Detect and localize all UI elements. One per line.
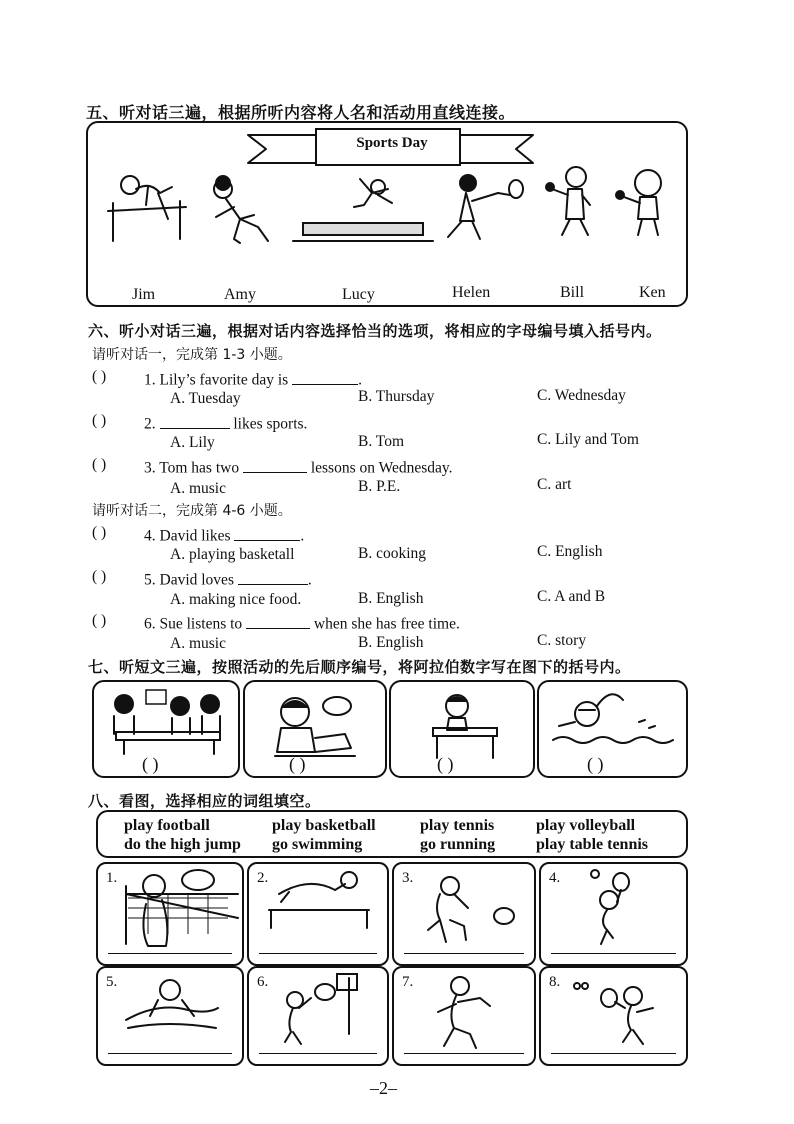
page-number: –2–: [370, 1078, 397, 1098]
q6-stem: 6. Sue listens to when she has free time.: [144, 612, 460, 634]
picture-number-6: 6.: [257, 974, 269, 990]
answer-line-8[interactable]: [551, 1053, 676, 1054]
q2-blank[interactable]: [160, 412, 230, 429]
answer-line-6[interactable]: [259, 1053, 377, 1054]
dialogue2-instruction: 请听对话二，完成第 4-6 小题。: [92, 503, 292, 519]
activity-picture-1: [92, 680, 240, 778]
answer-line-1[interactable]: [108, 953, 232, 954]
activity-picture-3: [389, 680, 535, 778]
order-paren-2[interactable]: ( ): [289, 754, 306, 774]
family-dinner-icon: [94, 682, 238, 776]
doing-homework-icon: [245, 682, 385, 776]
q4-stem: 4. David likes .: [144, 524, 304, 546]
phrase-bank: [96, 810, 688, 858]
q3-option-c[interactable]: C. art: [537, 476, 572, 493]
q4-option-c[interactable]: C. English: [537, 543, 603, 560]
q3-blank[interactable]: [243, 456, 307, 473]
banner-right-ribbon: [458, 135, 533, 163]
ping-pong-figure-icon: [615, 170, 661, 235]
name-helen: Helen: [452, 284, 491, 301]
picture-cell-3: [392, 862, 536, 966]
q3-option-a[interactable]: A. music: [170, 480, 226, 497]
section6-heading: 六、听小对话三遍，根据对话内容选择恰当的选项，将相应的字母编号填入括号内。: [88, 322, 662, 340]
answer-line-7[interactable]: [404, 1053, 524, 1054]
q1-paren: ( ): [92, 368, 107, 385]
q6-option-c[interactable]: C. story: [537, 632, 587, 649]
q6-option-a[interactable]: A. music: [170, 635, 226, 652]
q4-blank[interactable]: [234, 524, 300, 541]
q5-option-a[interactable]: A. making nice food.: [170, 591, 302, 608]
phrase-go-running[interactable]: go running: [420, 836, 496, 853]
tennis-icon: [541, 864, 686, 964]
q6-option-b[interactable]: B. English: [358, 634, 424, 651]
answer-line-3[interactable]: [404, 953, 524, 954]
picture-cell-6: [247, 966, 389, 1066]
picture-cell-4: [539, 862, 688, 966]
table-tennis-figure-icon: [545, 167, 590, 235]
picture-cell-5: [96, 966, 244, 1066]
q5-option-b[interactable]: B. English: [358, 590, 424, 607]
order-paren-4[interactable]: ( ): [587, 754, 604, 774]
phrase-play-tennis[interactable]: play tennis: [420, 817, 495, 834]
q4-option-b[interactable]: B. cooking: [358, 545, 427, 562]
swimming-pool-icon: [98, 968, 242, 1064]
name-ken: Ken: [639, 284, 666, 301]
section7-heading: 七、听短文三遍，按照活动的先后顺序编号，将阿拉伯数字写在图下的括号内。: [88, 658, 631, 676]
volleyball-net-icon: [98, 864, 242, 964]
q5-stem: 5. David loves .: [144, 568, 312, 590]
banner-left-ribbon: [248, 135, 318, 163]
picture-number-5: 5.: [106, 974, 118, 990]
q1-option-c[interactable]: C. Wednesday: [537, 387, 626, 404]
badminton-figure-icon: [448, 174, 523, 239]
reading-at-desk-icon: [391, 682, 533, 776]
phrase-play-volleyball[interactable]: play volleyball: [536, 817, 636, 834]
picture-cell-2: [247, 862, 389, 966]
picture-cell-1: [96, 862, 244, 966]
basketball-icon: [249, 968, 387, 1064]
section8-heading: 八、看图，选择相应的词组填空。: [88, 792, 321, 810]
q6-paren: ( ): [92, 612, 107, 629]
answer-line-2[interactable]: [259, 953, 377, 954]
high-jump-figure-icon: [108, 176, 186, 241]
answer-line-4[interactable]: [551, 953, 676, 954]
q4-option-a[interactable]: A. playing basketall: [170, 546, 295, 563]
q2-option-c[interactable]: C. Lily and Tom: [537, 431, 639, 448]
q3-paren: ( ): [92, 456, 107, 473]
picture-number-4: 4.: [549, 870, 561, 886]
picture-cell-8: [539, 966, 688, 1066]
q1-blank[interactable]: [292, 368, 358, 385]
picture-number-2: 2.: [257, 870, 269, 886]
picture-number-3: 3.: [402, 870, 414, 886]
activity-picture-4: [537, 680, 688, 778]
long-jump-figure-icon: [293, 179, 433, 241]
picture-number-7: 7.: [402, 974, 414, 990]
swimming-icon: [539, 682, 686, 776]
q1-stem: 1. Lily’s favorite day is .: [144, 368, 362, 390]
name-lucy: Lucy: [342, 286, 375, 303]
phrase-do-the-high-jump[interactable]: do the high jump: [124, 836, 241, 853]
q5-blank[interactable]: [238, 568, 308, 585]
phrase-play-table-tennis[interactable]: play table tennis: [536, 836, 649, 853]
q1-option-a[interactable]: A. Tuesday: [170, 390, 241, 407]
phrase-go-swimming[interactable]: go swimming: [272, 836, 363, 853]
phrase-play-basketball[interactable]: play basketball: [272, 817, 376, 834]
football-icon: [394, 864, 534, 964]
name-jim: Jim: [132, 286, 156, 303]
sports-day-panel: [86, 121, 688, 307]
q5-paren: ( ): [92, 568, 107, 585]
picture-cell-7: [392, 966, 536, 1066]
dialogue1-instruction: 请听对话一，完成第 1-3 小题。: [92, 347, 292, 363]
banner-title: Sports Day: [356, 135, 428, 151]
q3-stem: 3. Tom has two lessons on Wednesday.: [144, 456, 453, 478]
phrase-play-football[interactable]: play football: [124, 817, 210, 834]
q5-option-c[interactable]: C. A and B: [537, 588, 606, 605]
section5-heading: 五、听对话三遍，根据所听内容将人名和活动用直线连接。: [86, 103, 516, 122]
table-tennis-icon: [541, 968, 686, 1064]
q4-paren: ( ): [92, 524, 107, 541]
name-bill: Bill: [560, 284, 585, 301]
q2-option-a[interactable]: A. Lily: [170, 434, 215, 451]
q2-stem: 2. likes sports.: [144, 412, 307, 434]
q2-option-b[interactable]: B. Tom: [358, 433, 405, 450]
activity-picture-2: [243, 680, 387, 778]
q1-option-b[interactable]: B. Thursday: [358, 388, 435, 405]
q6-blank[interactable]: [246, 612, 310, 629]
runner-figure-icon: [214, 175, 268, 243]
running-icon: [394, 968, 534, 1064]
name-amy: Amy: [224, 286, 256, 303]
q3-option-b[interactable]: B. P.E.: [358, 478, 401, 495]
high-jump-icon: [249, 864, 387, 964]
order-paren-3[interactable]: ( ): [437, 754, 454, 774]
answer-line-5[interactable]: [108, 1053, 232, 1054]
q2-paren: ( ): [92, 412, 107, 429]
picture-number-8: 8.: [549, 974, 561, 990]
order-paren-1[interactable]: ( ): [142, 754, 159, 774]
picture-number-1: 1.: [106, 870, 118, 886]
